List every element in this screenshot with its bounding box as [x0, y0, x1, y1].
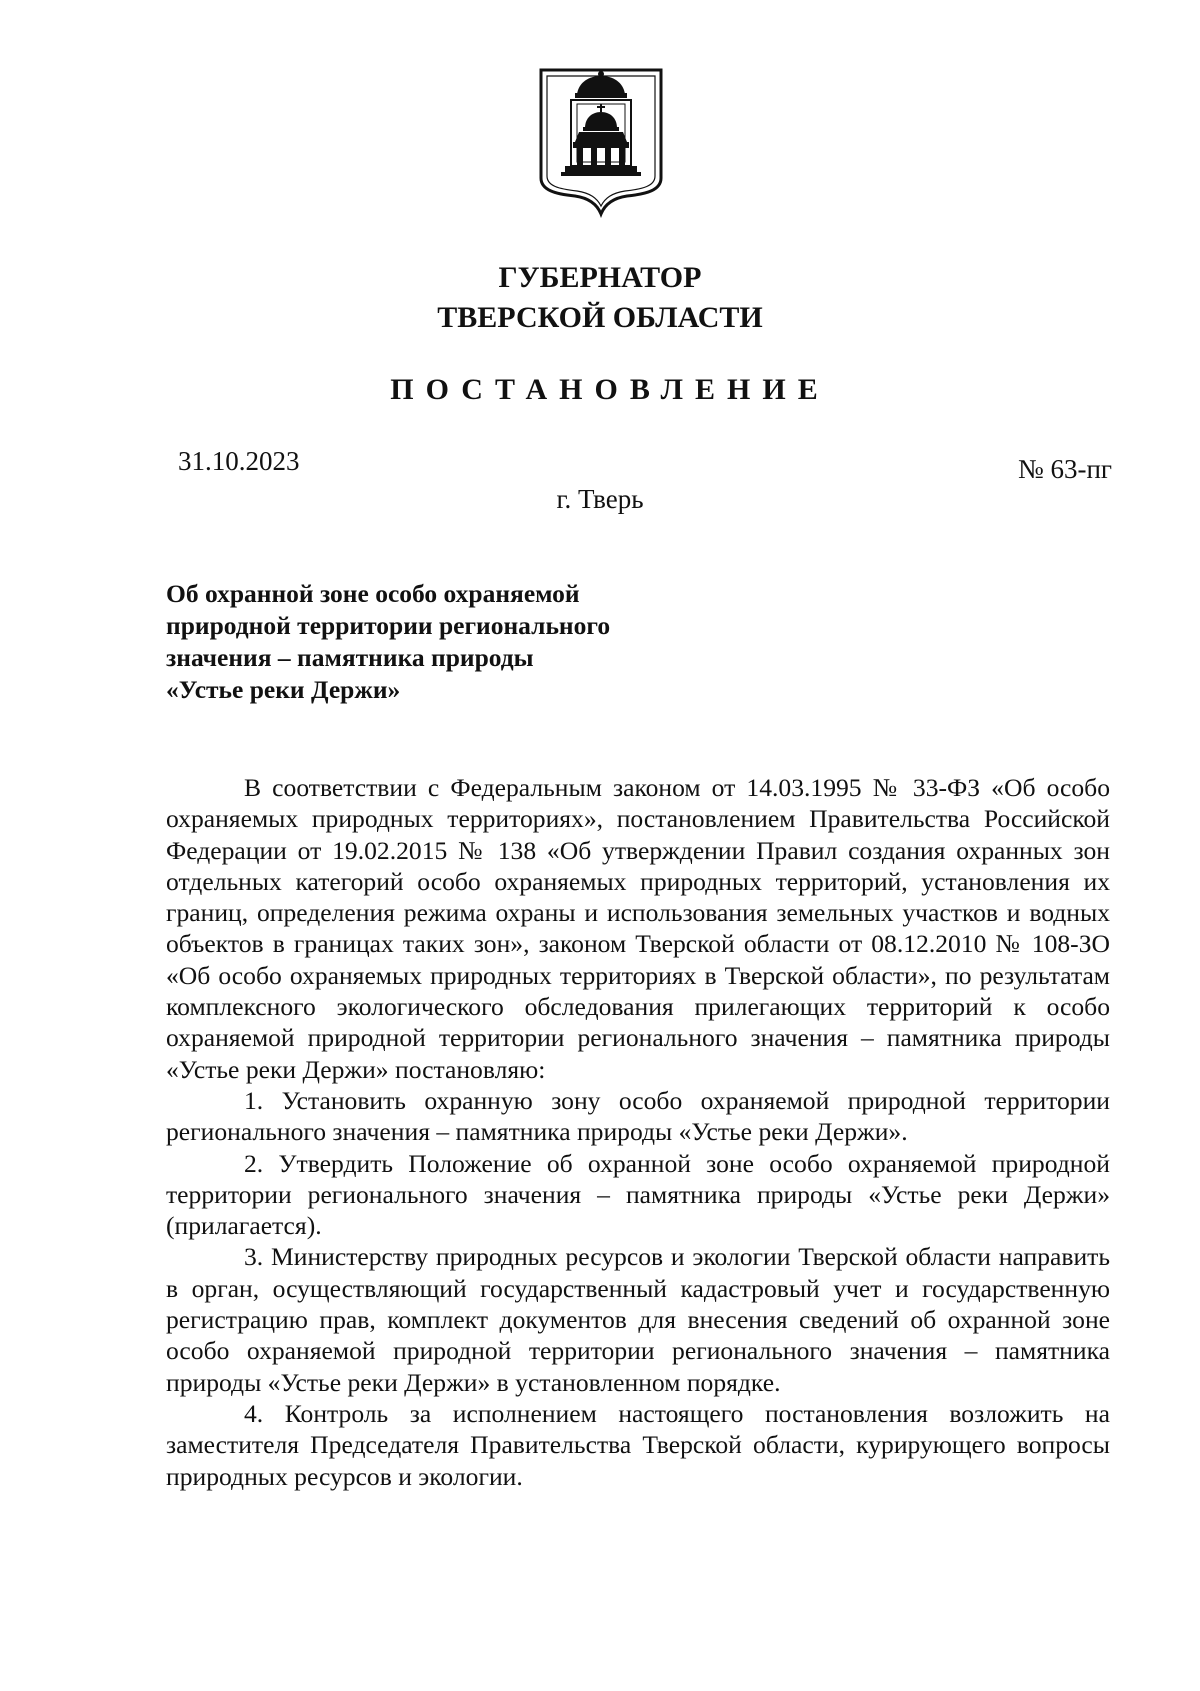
- authority-region: ТВЕРСКОЙ ОБЛАСТИ: [437, 301, 763, 334]
- subject-line: «Устье реки Держи»: [166, 675, 401, 704]
- clause-paragraph: 4. Контроль за исполнением настоящего постановления возложить на заместителя Председателя Правительства Тверской области, курирующего вопросы природных ресурсов и экологии.: [166, 1398, 1110, 1491]
- document-type: ПОСТАНОВЛЕНИЕ: [390, 373, 830, 406]
- clause-paragraph: 1. Установить охранную зону особо охраняемой природной территории регионального значения – памятника природы «Устье реки Держи».: [166, 1085, 1110, 1147]
- subject-line: природной территории регионального: [166, 611, 611, 640]
- document-subject: [166, 578, 610, 706]
- authority-title: ГУБЕРНАТОР: [498, 261, 702, 294]
- document-body: [166, 772, 1110, 1492]
- clause-paragraph: 2. Утвердить Положение об охранной зоне особо охраняемой природной территории регионального значения – памятника природы «Устье реки Держи» (прилагается).: [166, 1148, 1110, 1241]
- document-date: 31.10.2023: [178, 446, 300, 476]
- document-number: № 63-пг: [1017, 454, 1112, 484]
- subject-line: Об охранной зоне особо охраняемой: [166, 579, 580, 608]
- preamble-paragraph: В соответствии с Федеральным законом от 14.03.1995 № 33-ФЗ «Об особо охраняемых природных территориях», постановлением Правительства Российской Федерации от 19.02.2015 № 138 «Об утверждении Правил создания охранных зон отдельных категорий особо охраняемых природных территорий, установления их границ, определения режима охраны и использования земельных участков и водных объектов в границах таких зон», законом Тверской области от 08.12.2010 № 108-ЗО «Об особо охраняемых природных территориях в Тверской области», по результатам комплексного экологического обследования прилегающих территорий к особо охраняемой природной территории регионального значения – памятника природы «Устье реки Держи» постановляю:: [166, 773, 1110, 1084]
- document-city: г. Тверь: [556, 484, 644, 514]
- clause-paragraph: 3. Министерству природных ресурсов и экологии Тверской области направить в орган, осуществляющий государственный кадастровый учет и государственную регистрацию прав, комплект документов для внесения сведений об охранной зоне особо охраняемой природной территории регионального значения – памятника природы «Устье реки Держи» в установленном порядке.: [166, 1242, 1110, 1397]
- coat-of-arms-icon: [537, 66, 665, 218]
- subject-line: значения – памятника природы: [166, 643, 534, 672]
